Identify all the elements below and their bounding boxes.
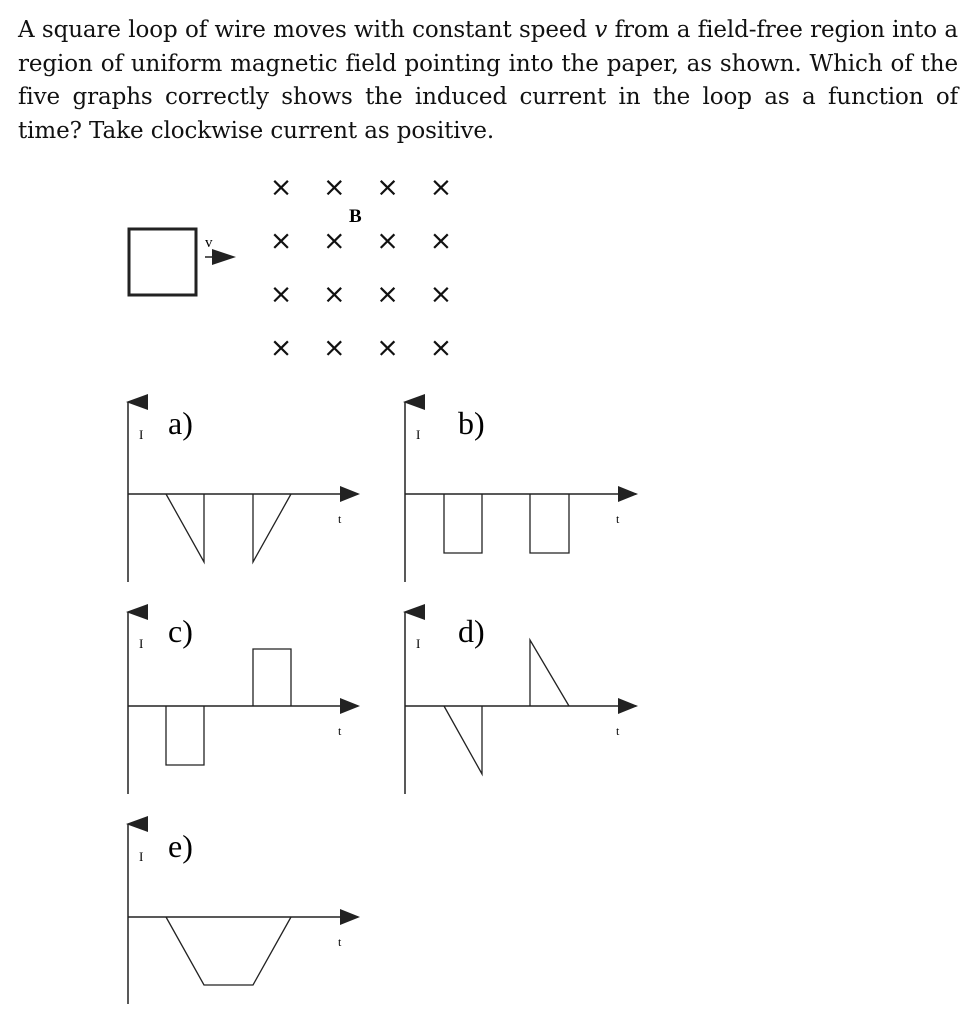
field-cross: × (269, 225, 293, 257)
graph-e-x-label: t (338, 935, 342, 949)
field-cross: × (269, 172, 293, 203)
question-part-1: A square loop of wire moves with constant speed (18, 17, 595, 43)
graph-d-y-label: I (416, 636, 421, 651)
field-cross: × (322, 172, 346, 203)
graph-d-curve-2 (530, 640, 569, 706)
graph-c-curve-2 (253, 649, 291, 706)
graph-b-x-label: t (616, 512, 620, 526)
graph-d-label: d) (458, 613, 485, 649)
square-loop (129, 229, 196, 295)
field-cross: × (322, 225, 346, 257)
graph-a-x-label: t (338, 512, 342, 526)
magnetic-field-grid (270, 172, 453, 364)
field-cross: × (269, 279, 293, 310)
setup-figure (129, 172, 452, 364)
field-cross: × (429, 279, 453, 310)
graph-c-y-label: I (139, 636, 144, 651)
field-cross: × (322, 332, 346, 364)
graph-d-curve (444, 706, 482, 774)
field-cross: × (269, 332, 293, 364)
graph-b-curve-2 (530, 494, 569, 553)
graph-c-label: c) (168, 613, 193, 649)
question-part-2: from a field-free region into a region of uniform magnetic field pointing into the paper, as shown. Which of the five graphs correctly shows the induced current in the loop as a function of time? Take clockwise current as positive. (18, 17, 959, 144)
graph-d-x-label: t (616, 724, 620, 738)
field-cross: × (376, 332, 399, 364)
graph-e (128, 824, 358, 1004)
velocity-symbol: v (594, 17, 608, 43)
graph-b-curve (444, 494, 482, 553)
field-label: B (349, 206, 362, 227)
graph-a-curve-2 (253, 494, 291, 562)
graph-a (128, 402, 358, 582)
field-cross: × (429, 225, 453, 257)
graph-b-label: b) (458, 405, 485, 441)
graph-c (128, 612, 358, 794)
graph-e-y-label: I (139, 849, 144, 864)
field-cross: × (376, 172, 399, 203)
graph-b (405, 402, 636, 582)
field-cross: × (429, 332, 453, 364)
graph-c-curve (166, 706, 204, 765)
graph-c-x-label: t (338, 724, 342, 738)
graph-e-curve (166, 917, 291, 985)
field-cross: × (376, 279, 399, 310)
field-cross: × (322, 279, 346, 310)
graph-a-curve (166, 494, 204, 562)
field-cross: × (376, 225, 399, 257)
graph-a-label: a) (168, 405, 193, 441)
graph-e-label: e) (168, 828, 193, 864)
graph-d (405, 612, 636, 794)
velocity-label: v (205, 235, 213, 251)
graph-b-y-label: I (416, 427, 421, 442)
velocity-arrow (205, 249, 236, 265)
field-cross: × (429, 172, 453, 203)
graph-a-y-label: I (139, 427, 144, 442)
